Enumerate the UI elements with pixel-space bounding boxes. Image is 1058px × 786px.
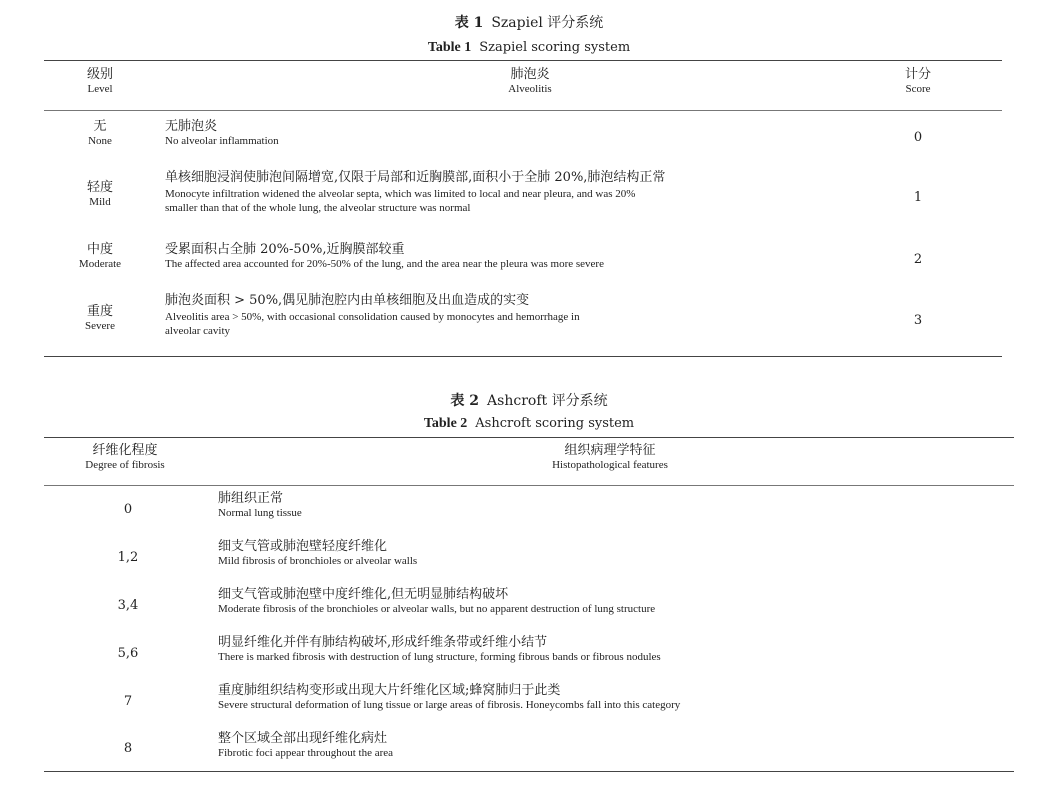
table1-row-level-zh: 无 bbox=[93, 119, 107, 134]
table1-row-score: 3 bbox=[913, 313, 923, 328]
table1-caption-en-number: Table 1 bbox=[427, 40, 472, 55]
table2-row-desc-zh: 明显纤维化并伴有肺结构破坏,形成纤维条带或纤维小结节 bbox=[218, 635, 548, 650]
table1-row-score: 0 bbox=[913, 130, 923, 145]
table2-caption-en-text: Ashcroft scoring system bbox=[475, 416, 635, 431]
table2-header-features-en: Histopathological features bbox=[552, 459, 668, 472]
table2-row-description bbox=[218, 539, 417, 569]
table2-caption-en bbox=[0, 416, 1058, 432]
table2-row-desc-en: Moderate fibrosis of the bronchioles or alveolar walls, but no apparent destruction of lung structure bbox=[218, 603, 656, 616]
table1-row-desc-en-line2: alveolar cavity bbox=[165, 325, 231, 338]
table2-row-degree: 1,2 bbox=[117, 550, 139, 565]
table2-row-desc-en: Normal lung tissue bbox=[218, 507, 302, 520]
table1-header-rule bbox=[44, 110, 1002, 111]
table2-header-degree bbox=[50, 443, 200, 473]
table1-header-level-zh: 级别 bbox=[86, 67, 113, 82]
table1-row-description bbox=[165, 293, 580, 338]
table1-row-desc-en-line2: smaller than that of the whole lung, the alveolar structure was normal bbox=[165, 202, 471, 215]
table1-header-score bbox=[880, 67, 956, 97]
table1-row-level bbox=[60, 119, 140, 149]
table2-row-desc-en: Mild fibrosis of bronchioles or alveolar walls bbox=[218, 555, 418, 568]
table1-row-desc-zh: 受累面积占全肺 20%-50%,近胸膜部较重 bbox=[165, 242, 405, 257]
table1-row-desc-zh: 单核细胞浸润使肺泡间隔增宽,仅限于局部和近胸膜部,面积小于全肺 20%,肺泡结构正常 bbox=[165, 170, 666, 185]
table2-row-description bbox=[218, 731, 393, 761]
table2-row-desc-en: Severe structural deformation of lung tissue or large areas of fibrosis. Honeycombs fall into this category bbox=[218, 699, 681, 712]
table1-row-description bbox=[165, 170, 665, 215]
table2-row-desc-zh: 肺组织正常 bbox=[218, 491, 284, 506]
table2-caption-zh-text: Ashcroft 评分系统 bbox=[487, 393, 608, 409]
table2-row-degree: 5,6 bbox=[117, 646, 139, 661]
table1-caption-zh-text: Szapiel 评分系统 bbox=[491, 15, 604, 31]
table1-row-description bbox=[165, 119, 279, 149]
table2-row-degree: 0 bbox=[123, 502, 133, 517]
table1-top-rule bbox=[44, 60, 1002, 61]
table1-header-alveolitis bbox=[420, 67, 640, 97]
table1-bottom-rule bbox=[44, 356, 1002, 357]
table1-row-level bbox=[60, 242, 140, 272]
table1-row-score: 1 bbox=[913, 190, 923, 205]
table1-row-desc-en: The affected area accounted for 20%-50% of the lung, and the area near the pleura was more severe bbox=[165, 258, 604, 271]
table2-row-description bbox=[218, 587, 655, 617]
table1-row-desc-zh: 肺泡炎面积 > 50%,偶见肺泡腔内由单核细胞及出血造成的实变 bbox=[165, 293, 530, 308]
table1-row-desc-en: No alveolar inflammation bbox=[165, 135, 279, 148]
table2-row-desc-en: There is marked fibrosis with destruction of lung structure, forming fibrous bands or fibrous nodules bbox=[218, 651, 661, 664]
table2-header-features bbox=[500, 443, 720, 473]
table1-row-level bbox=[60, 304, 140, 334]
table1-row-desc-en-line1: Monocyte infiltration widened the alveolar septa, which was limited to local and near pleura, and was 20% bbox=[165, 187, 636, 200]
table1-header-alveolitis-en: Alveolitis bbox=[508, 83, 552, 96]
table1-row-score: 2 bbox=[913, 252, 923, 267]
table1-row-level-en: None bbox=[88, 135, 112, 148]
table1-header-level-en: Level bbox=[87, 83, 113, 96]
table1-row-level-zh: 轻度 bbox=[86, 180, 113, 195]
table1-caption-en-text: Szapiel scoring system bbox=[479, 40, 631, 55]
table1-row-description bbox=[165, 242, 604, 272]
table1-row-level-zh: 重度 bbox=[86, 304, 113, 319]
table1-caption-zh-number: 表 1 bbox=[454, 15, 484, 31]
table1-row-level-en: Mild bbox=[89, 196, 111, 209]
table2-row-desc-zh: 细支气管或肺泡壁中度纤维化,但无明显肺结构破坏 bbox=[218, 587, 509, 602]
table2-header-features-zh: 组织病理学特征 bbox=[564, 443, 656, 458]
table1-caption-zh bbox=[0, 12, 1058, 32]
table2-header-rule bbox=[44, 485, 1014, 486]
table2-header-degree-en: Degree of fibrosis bbox=[85, 459, 165, 472]
table2-row-degree: 3,4 bbox=[117, 598, 139, 613]
table2-row-description bbox=[218, 491, 302, 521]
table2-row-desc-zh: 细支气管或肺泡壁轻度纤维化 bbox=[218, 539, 388, 554]
table1-header-score-en: Score bbox=[905, 83, 931, 96]
table2-bottom-rule bbox=[44, 771, 1014, 772]
table1-row-desc-en-line1: Alveolitis area > 50%, with occasional consolidation caused by monocytes and hemorrhage in bbox=[165, 310, 580, 323]
table2-row-degree: 8 bbox=[123, 741, 133, 756]
table2-row-description bbox=[218, 683, 680, 713]
table1-header-score-zh: 计分 bbox=[904, 67, 931, 82]
table2-row-desc-zh: 重度肺组织结构变形或出现大片纤维化区域;蜂窝肺归于此类 bbox=[218, 683, 561, 698]
table1-row-level-zh: 中度 bbox=[86, 242, 113, 257]
table1-header-level bbox=[60, 67, 140, 97]
table2-top-rule bbox=[44, 437, 1014, 438]
table2-row-desc-en: Fibrotic foci appear throughout the area bbox=[218, 747, 394, 760]
table1-caption-en bbox=[0, 40, 1058, 56]
table1-row-level-en: Severe bbox=[85, 320, 115, 333]
table1-row-level bbox=[60, 180, 140, 210]
table1-header-alveolitis-zh: 肺泡炎 bbox=[510, 67, 550, 82]
table1-row-level-en: Moderate bbox=[78, 258, 122, 271]
table1-row-desc-zh: 无肺泡炎 bbox=[165, 119, 218, 134]
table2-caption-zh bbox=[0, 390, 1058, 410]
table2-row-description bbox=[218, 635, 661, 665]
table2-caption-zh-number: 表 2 bbox=[450, 393, 480, 409]
table2-header-degree-zh: 纤维化程度 bbox=[92, 443, 158, 458]
table2-row-desc-zh: 整个区域全部出现纤维化病灶 bbox=[218, 731, 388, 746]
table2-row-degree: 7 bbox=[123, 694, 133, 709]
table2-caption-en-number: Table 2 bbox=[423, 416, 468, 431]
